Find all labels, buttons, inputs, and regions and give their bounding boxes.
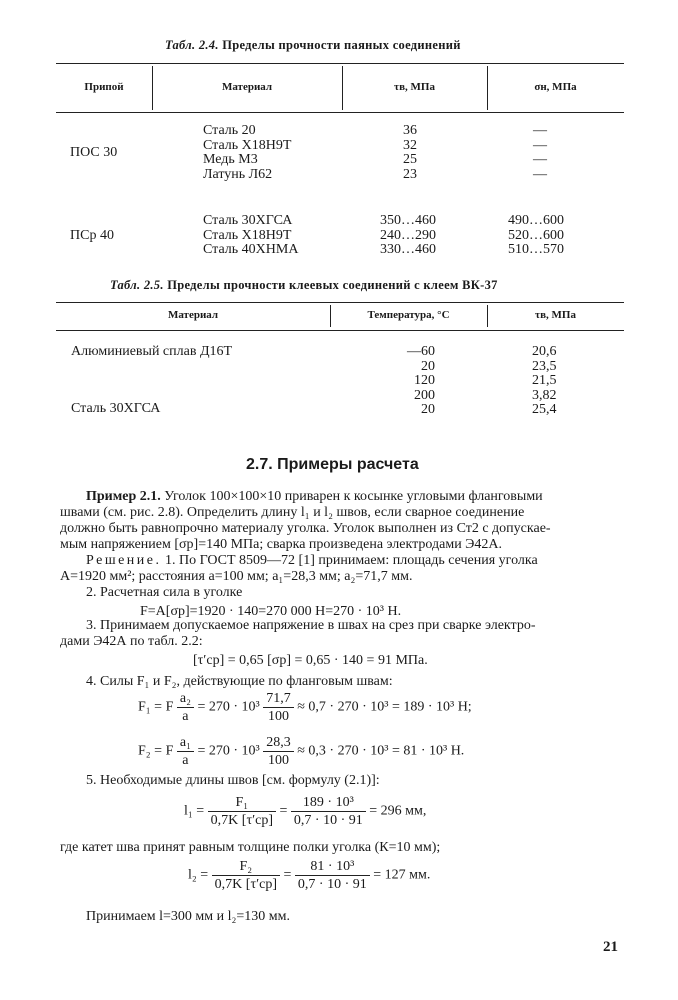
table-2-4-solder: ПОС 30 bbox=[70, 145, 118, 160]
solution-paragraph-line: А=1920 мм²; расстояния а=100 мм; а₁=28,3 мм; а₂=71,7 мм. bbox=[60, 569, 413, 584]
example-paragraph: Пример 2.1. Уголок 100×100×10 приварен к косынке угловыми фланговыми bbox=[86, 489, 543, 504]
formula-f2: F₂ = F $\frac{\text{a₁}}{a}$ = 270 · 10³ $\frac{28,3}{100}$ ≈ 0,3 · 270 · 10³ = 81 · 10³ Н. bbox=[138, 735, 465, 768]
formula-force: F=A[σр]=1920 · 140=270 000 Н=270 · 10³ Н. bbox=[140, 604, 402, 619]
table-2-4-sigma-values: 490…600 520…600 510…570 bbox=[508, 213, 564, 257]
table-2-5-tau-values: 20,6 23,5 21,5 3,82 25,4 bbox=[532, 344, 557, 417]
table-2-5-temp-values: —60 20 120 200 20 bbox=[407, 344, 435, 417]
solution-paragraph: Решение. 1. По ГОСТ 8509—72 [1] принимаем: площадь сечения уголка bbox=[86, 553, 538, 568]
table-2-4-caption: Табл. 2.4. Пределы прочности паяных соединений bbox=[165, 38, 461, 52]
step-4-text: 4. Силы F₁ и F₂, действующие по фланговым швам: bbox=[86, 674, 393, 689]
formula-f1: F₁ = F $\frac{\text{a₂}}{a}$ = 270 · 10³ $\frac{71,7}{100}$ ≈ 0,7 · 270 · 10³ = 189 · 10³ Н; bbox=[138, 691, 472, 724]
table-2-4-tau-values: 350…460 240…290 330…460 bbox=[380, 213, 436, 257]
table-2-4-materials: Сталь 20 Сталь Х18Н9Т Медь М3 Латунь Л62 bbox=[203, 123, 292, 182]
table-2-5-top-rule bbox=[56, 302, 624, 303]
step-5-text: 5. Необходимые длины швов [см. формулу (2.1)]: bbox=[86, 773, 380, 788]
table-2-4-header-material: Материал bbox=[221, 81, 273, 93]
step-5-note: где катет шва принят равным толщине полки уголка (К=10 мм); bbox=[60, 840, 441, 855]
table-2-4-materials: Сталь 30ХГСА Сталь Х18Н9Т Сталь 40ХНМА bbox=[203, 213, 299, 257]
table-2-4-header-sigma: σн, МПа bbox=[534, 81, 577, 93]
table-2-4-header-tau: τв, МПа bbox=[394, 81, 435, 93]
table-2-4-sigma-values: — — — — bbox=[533, 123, 547, 182]
table-2-4-solder: ПСр 40 bbox=[70, 228, 114, 243]
table-2-4-header-solder: Припой bbox=[84, 81, 124, 93]
table-2-4-header-rule bbox=[56, 112, 624, 113]
table-2-5-caption: Табл. 2.5. Пределы прочности клеевых соединений с клеем ВК-37 bbox=[110, 278, 498, 292]
table-2-5-header-material: Материал bbox=[167, 309, 219, 321]
table-2-5-material: Сталь 30ХГСА bbox=[71, 401, 161, 416]
example-paragraph-line: должно быть равнопрочно материалу уголка. Уголок выполнен из Ст2 с допускае- bbox=[60, 521, 551, 536]
table-2-5-material: Алюминиевый сплав Д16Т bbox=[71, 344, 233, 359]
table-2-4-tau-values: 36 32 25 23 bbox=[403, 123, 417, 182]
section-title: 2.7. Примеры расчета bbox=[246, 456, 419, 473]
step-3-text-line: дами Э42А по табл. 2.2: bbox=[60, 634, 203, 649]
example-paragraph-line: швами (см. рис. 2.8). Определить длину l₁ и l₂ швов, если сварное соединение bbox=[60, 505, 525, 520]
formula-allowable-stress: [τ′ср] = 0,65 [σр] = 0,65 · 140 = 91 МПа. bbox=[193, 653, 428, 668]
example-paragraph-line: мым напряжением [σр]=140 МПа; сварка произведена электродами Э42А. bbox=[60, 537, 503, 552]
conclusion-text: Принимаем l=300 мм и l₂=130 мм. bbox=[86, 909, 291, 924]
table-2-5-header-tau: τв, МПа bbox=[535, 309, 576, 321]
table-2-5-header-rule bbox=[56, 330, 624, 331]
table-2-4-top-rule bbox=[56, 63, 624, 64]
formula-l2: l₂ = $\frac{\text{F₂}}{0,7K [\tau'ср]}$ = $\frac{\text{81 · 10³}}{0,7 \cdot 10 \cdot 91}$ = 127 мм. bbox=[188, 859, 431, 892]
table-2-5-header-temp: Температура, °С bbox=[367, 309, 450, 321]
page-number: 21 bbox=[603, 939, 618, 955]
formula-l1: l₁ = $\frac{\text{F₁}}{0,7K [\tau'ср]}$ = $\frac{\text{189 · 10³}}{0,7 \cdot 10 \cdot 91}$ = 296 мм, bbox=[184, 795, 427, 828]
step-2-text: 2. Расчетная сила в уголке bbox=[86, 585, 243, 600]
step-3-text: 3. Принимаем допускаемое напряжение в швах на срез при сварке электро- bbox=[86, 618, 536, 633]
